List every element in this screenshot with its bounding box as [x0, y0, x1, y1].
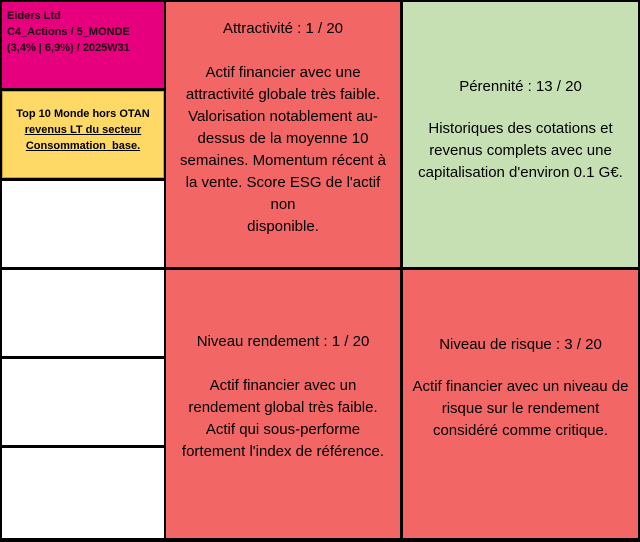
asset-period: (3,4% | 6,9%) / 2025W31 — [7, 42, 130, 54]
risque-panel — [403, 270, 638, 538]
attractivite-title: Attractivité : 1 / 20 — [222, 20, 344, 37]
attractivite-panel — [166, 2, 400, 267]
category-line-2: revenus LT du secteur — [24, 124, 142, 136]
empty-cell — [2, 181, 164, 267]
asset-classification: C4_Actions / 5_MONDE — [7, 26, 130, 38]
perennite-title: Pérennité : 13 / 20 — [459, 77, 582, 95]
category-line-1: Top 10 Monde hors OTAN — [16, 108, 150, 120]
asset-name: Eiders Ltd — [7, 10, 61, 22]
risque-text: Actif financier avec un niveau de risque sur le rendement considéré comme critique. — [412, 378, 629, 439]
rendement-text: Actif financier avec un rendement global très faible. Actif qui sous-performe fortement l'index de référence. — [181, 377, 385, 460]
risque-title: Niveau de risque : 3 / 20 — [439, 336, 602, 353]
perennite-text: Historiques des cotations et revenus complets avec une capitalisation d'environ 0.1 G€. — [418, 119, 623, 181]
rendement-title: Niveau rendement : 1 / 20 — [196, 333, 370, 350]
asset-header-cell — [2, 2, 164, 88]
empty-cell — [2, 448, 164, 538]
attractivite-text: Actif financier avec une attractivité globale très faible. Valorisation notablement au- dessus de la moyenne 10 semaines. Momentum récent à la vente. Score ESG de l'actif non disponible. — [180, 64, 386, 235]
empty-cell — [2, 270, 164, 356]
rendement-panel — [166, 270, 400, 538]
empty-cell — [2, 359, 164, 445]
category-cell — [2, 91, 164, 178]
category-line-3: Consommation_base. — [25, 140, 141, 152]
perennite-panel — [403, 2, 638, 267]
